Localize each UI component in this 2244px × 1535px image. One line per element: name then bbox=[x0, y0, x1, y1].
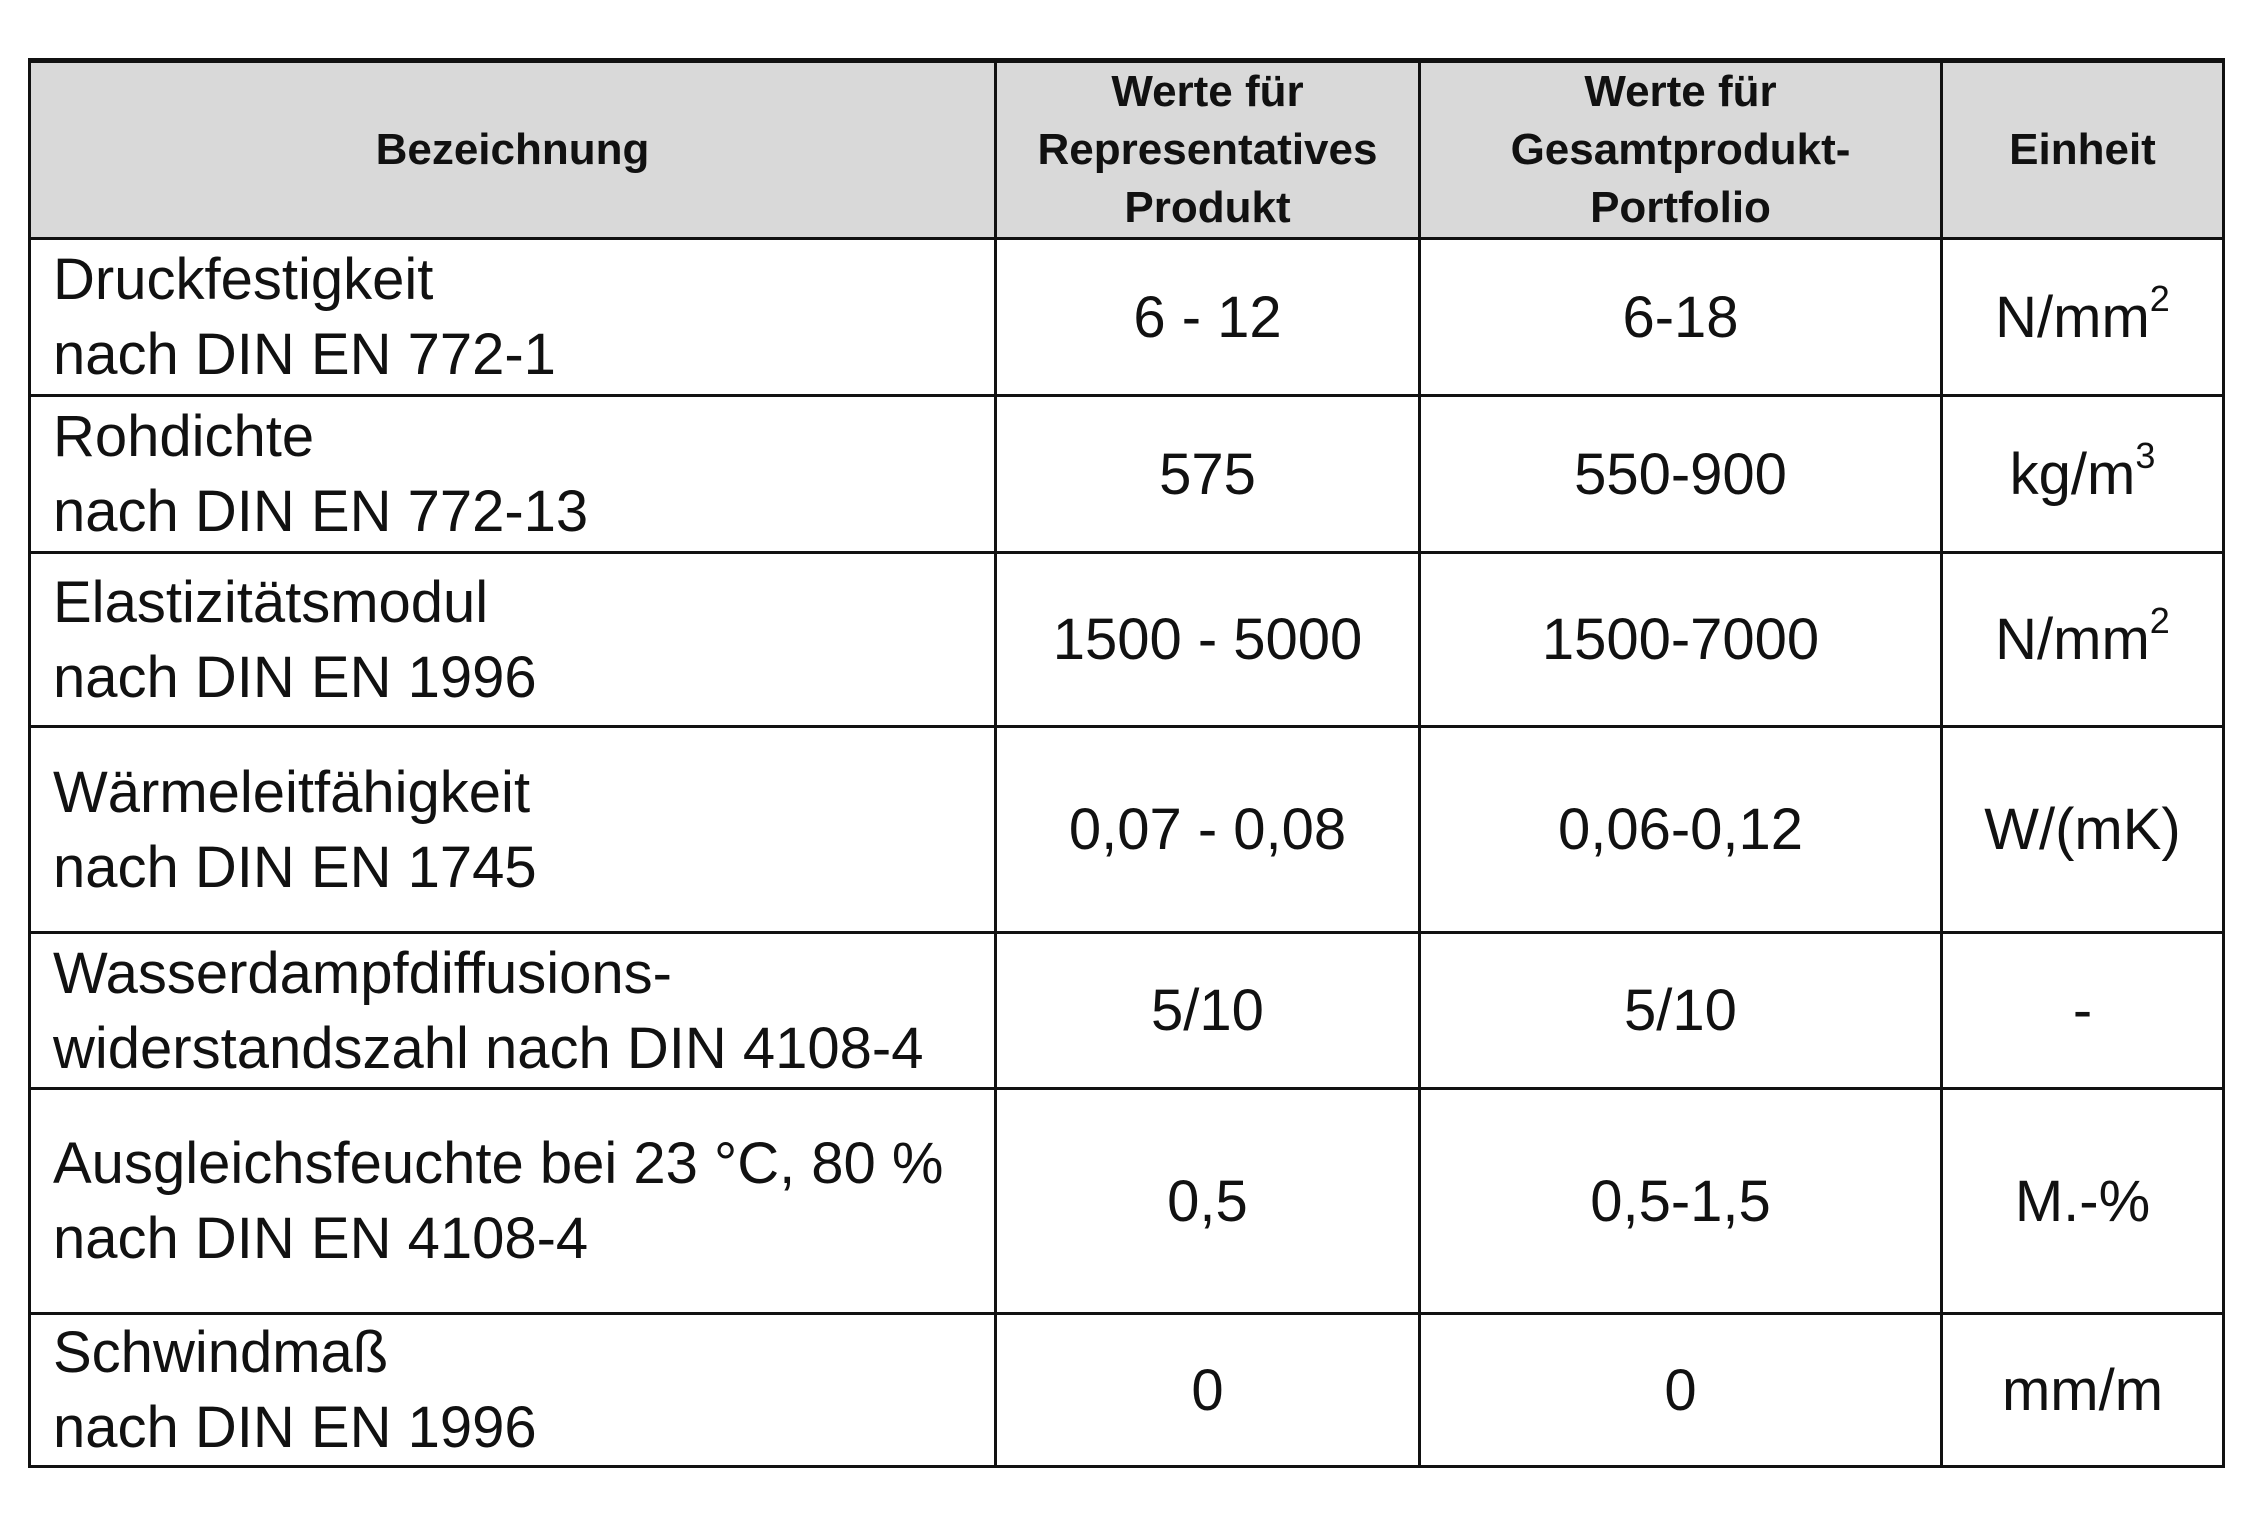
row-unit-base: N/mm bbox=[1995, 284, 2150, 350]
header-einheit bbox=[1942, 61, 2224, 239]
row-unit-base: kg/m bbox=[2009, 441, 2136, 507]
table-row bbox=[30, 396, 2224, 553]
row-name: Schwindmaß nach DIN EN 1996 bbox=[30, 1314, 996, 1467]
row-name: Ausgleichsfeuchte bei 23 °C, 80 % nach DIN EN 4108-4 bbox=[30, 1089, 996, 1314]
row-unit-base: N/mm bbox=[1995, 607, 2150, 672]
properties-table-container bbox=[28, 58, 2222, 1468]
header-bezeichnung bbox=[30, 61, 996, 239]
row-unit bbox=[1942, 553, 2224, 727]
row-portfolio-value: 1500-7000 bbox=[1420, 553, 1942, 727]
table-row bbox=[30, 239, 2224, 396]
row-representative-value: 0,07 - 0,08 bbox=[996, 727, 1420, 933]
header-representative-label: Werte für Representatives Produkt bbox=[1037, 67, 1378, 232]
header-representative bbox=[996, 61, 1420, 239]
table-row bbox=[30, 727, 2224, 933]
row-representative-value: 5/10 bbox=[996, 933, 1420, 1089]
header-row bbox=[30, 61, 2224, 239]
row-name: Rohdichte nach DIN EN 772-13 bbox=[30, 396, 996, 553]
row-portfolio-value: 550-900 bbox=[1420, 396, 1942, 553]
header-portfolio bbox=[1420, 61, 1942, 239]
row-name: Wärmeleitfähigkeit nach DIN EN 1745 bbox=[30, 727, 996, 933]
row-unit-base: W/(mK) bbox=[1984, 797, 2181, 862]
row-name: Wasserdampfdiffusions- widerstandszahl nach DIN 4108-4 bbox=[30, 933, 996, 1089]
row-unit-base: mm/m bbox=[2001, 1357, 2164, 1423]
row-name: Druckfestigkeit nach DIN EN 772-1 bbox=[30, 239, 996, 396]
row-representative-value: 0 bbox=[996, 1314, 1420, 1467]
table-row bbox=[30, 553, 2224, 727]
row-unit bbox=[1942, 933, 2224, 1089]
row-representative-value: 0,5 bbox=[996, 1089, 1420, 1314]
row-unit-base: M.-% bbox=[2014, 1168, 2151, 1234]
row-unit bbox=[1942, 727, 2224, 933]
row-portfolio-value: 6-18 bbox=[1420, 239, 1942, 396]
properties-table bbox=[28, 58, 2225, 1468]
row-unit-superscript: 2 bbox=[2149, 600, 2170, 641]
row-portfolio-value: 0 bbox=[1420, 1314, 1942, 1467]
row-unit bbox=[1942, 396, 2224, 553]
table-row bbox=[30, 1089, 2224, 1314]
row-unit-superscript: 2 bbox=[2149, 277, 2170, 319]
row-unit bbox=[1942, 239, 2224, 396]
row-representative-value: 6 - 12 bbox=[996, 239, 1420, 396]
table-row bbox=[30, 1314, 2224, 1467]
row-portfolio-value: 0,5-1,5 bbox=[1420, 1089, 1942, 1314]
row-unit-base: - bbox=[2072, 978, 2093, 1043]
row-name: Elastizitätsmodul nach DIN EN 1996 bbox=[30, 553, 996, 727]
header-portfolio-label: Werte für Gesamtprodukt- Portfolio bbox=[1510, 67, 1851, 232]
row-unit bbox=[1942, 1314, 2224, 1467]
table-body bbox=[30, 239, 2224, 1467]
header-einheit-label: Einheit bbox=[2009, 125, 2156, 174]
table-header bbox=[30, 61, 2224, 239]
row-representative-value: 575 bbox=[996, 396, 1420, 553]
table-row bbox=[30, 933, 2224, 1089]
row-unit-superscript: 3 bbox=[2135, 434, 2156, 476]
row-representative-value: 1500 - 5000 bbox=[996, 553, 1420, 727]
header-bezeichnung-label: Bezeichnung bbox=[375, 125, 650, 174]
row-portfolio-value: 0,06-0,12 bbox=[1420, 727, 1942, 933]
row-unit bbox=[1942, 1089, 2224, 1314]
row-portfolio-value: 5/10 bbox=[1420, 933, 1942, 1089]
